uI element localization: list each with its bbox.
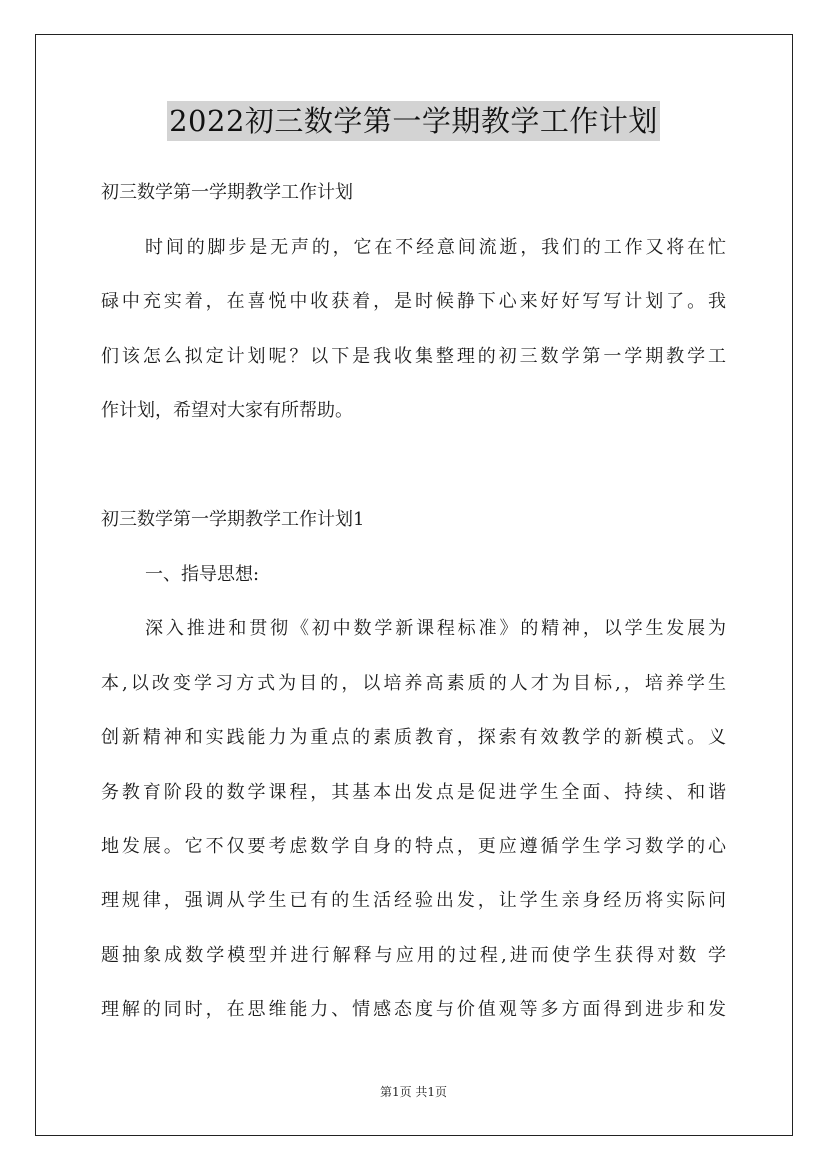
- paragraph-line: 本,以改变学习方式为目的，以培养高素质的人才为目标,，培养学生: [101, 673, 726, 694]
- title-container: [0, 101, 827, 141]
- page-number-footer: 第1页 共1页: [379, 1085, 448, 1099]
- paragraph-line: 时间的脚步是无声的，它在不经意间流逝，我们的工作又将在忙: [145, 237, 726, 258]
- paragraph-line: 理规律，强调从学生已有的生活经验出发，让学生亲身经历将实际问: [101, 890, 726, 911]
- section-heading-intro: 初三数学第一学期教学工作计划: [101, 182, 353, 203]
- paragraph-line: 题抽象成数学模型并进行解释与应用的过程,进而使学生获得对数 学: [101, 945, 726, 966]
- paragraph-line: 创新精神和实践能力为重点的素质教育，探索有效教学的新模式。义: [101, 727, 726, 748]
- section-heading-plan-1: 初三数学第一学期教学工作计划1: [101, 509, 365, 530]
- paragraph-line: 们该怎么拟定计划呢？以下是我收集整理的初三数学第一学期教学工: [101, 346, 726, 367]
- paragraph-line: 碌中充实着，在喜悦中收获着，是时候静下心来好好写写计划了。我: [101, 291, 726, 312]
- paragraph-line: 理解的同时，在思维能力、情感态度与价值观等多方面得到进步和发: [101, 999, 726, 1020]
- subsection-heading: 一、指导思想:: [145, 564, 260, 585]
- paragraph-line: 务教育阶段的数学课程，其基本出发点是促进学生全面、持续、和谐: [101, 782, 726, 803]
- paragraph-line: 深入推进和贯彻《初中数学新课程标准》的精神，以学生发展为: [145, 618, 726, 639]
- document-title: 2022初三数学第一学期教学工作计划: [167, 101, 660, 141]
- paragraph-line: 作计划，希望对大家有所帮助。: [101, 400, 353, 421]
- paragraph-line: 地发展。它不仅要考虑数学自身的特点，更应遵循学生学习数学的心: [101, 836, 726, 857]
